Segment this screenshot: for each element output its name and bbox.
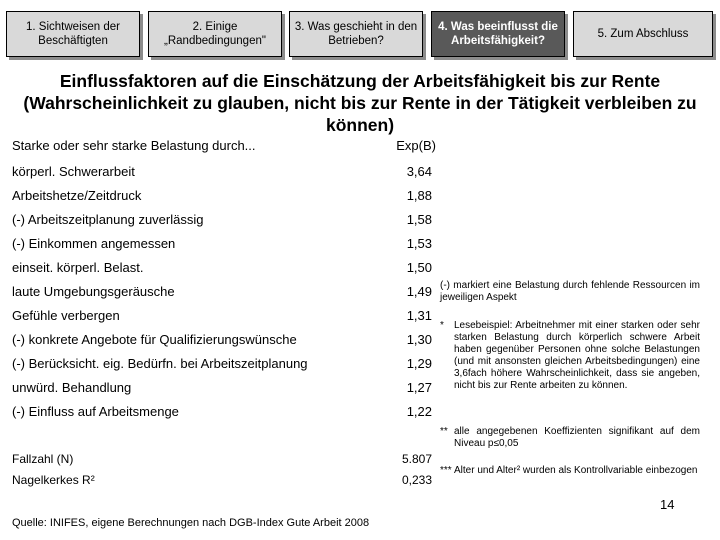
- stat-value: 5.807: [401, 452, 432, 466]
- footnote-text: (-) markiert eine Belastung durch fehlende Ressourcen im jeweiligen Aspekt: [440, 280, 700, 303]
- footnote-text: Alter und Alter² wurden als Kontrollvariable einbezogen: [454, 465, 698, 476]
- table-row: [12, 260, 442, 278]
- table-row: [12, 380, 442, 398]
- stat-row: [12, 452, 442, 470]
- table-row: [12, 404, 442, 422]
- stat-label: Fallzahl (N): [12, 452, 74, 466]
- tab-betriebe[interactable]: 3. Was geschieht in den Betrieben?: [289, 11, 423, 57]
- row-label: laute Umgebungsgeräusche: [12, 284, 175, 299]
- row-label: körperl. Schwerarbeit: [12, 164, 135, 179]
- tab-abschluss[interactable]: 5. Zum Abschluss: [573, 11, 713, 57]
- table-row: [12, 356, 442, 374]
- row-value: 1,30: [406, 332, 432, 347]
- footnote: [440, 320, 700, 392]
- row-value: 1,88: [406, 188, 432, 203]
- footnote-marker: ***: [440, 465, 452, 476]
- tab-sichtweisen[interactable]: 1. Sichtweisen der Beschäftigten: [6, 11, 140, 57]
- tab-randbedingungen[interactable]: 2. Einige „Randbedingungen": [148, 11, 282, 57]
- row-label: (-) konkrete Angebote für Qualifizierungswünsche: [12, 332, 297, 347]
- row-label: (-) Arbeitszeitplanung zuverlässig: [12, 212, 204, 227]
- stat-label: Nagelkerkes R²: [12, 473, 95, 487]
- table-row: [12, 284, 442, 302]
- row-value: 1,50: [406, 260, 432, 275]
- tab-arbeitsfaehigkeit[interactable]: 4. Was beeinflusst die Arbeitsfähigkeit?: [431, 11, 565, 57]
- row-label: Arbeitshetze/Zeitdruck: [12, 188, 142, 203]
- row-label: (-) Einfluss auf Arbeitsmenge: [12, 404, 179, 419]
- row-value: 1,29: [406, 356, 432, 371]
- row-label: (-) Einkommen angemessen: [12, 236, 176, 251]
- row-label: unwürd. Behandlung: [12, 380, 132, 395]
- table-header: [12, 138, 442, 156]
- header-label: Starke oder sehr starke Belastung durch...: [12, 138, 256, 153]
- row-value: 1,22: [406, 404, 432, 419]
- row-value: 3,64: [406, 164, 432, 179]
- footnote-text: alle angegebenen Koeffizienten signifikant auf dem Niveau p≤0,05: [454, 426, 700, 449]
- table-row: [12, 236, 442, 254]
- section-navigation: [0, 8, 720, 58]
- stat-value: 0,233: [401, 473, 432, 487]
- table-row: [12, 308, 442, 326]
- row-value: 1,27: [406, 380, 432, 395]
- footnote-marker: *: [440, 320, 444, 331]
- footnote: [440, 465, 700, 477]
- row-value: 1,53: [406, 236, 432, 251]
- table-row: [12, 332, 442, 350]
- row-label: Gefühle verbergen: [12, 308, 120, 323]
- footnote-marker: **: [440, 426, 448, 437]
- row-label: (-) Berücksicht. eig. Bedürfn. bei Arbeitszeitplanung: [12, 356, 308, 371]
- row-value: 1,58: [406, 212, 432, 227]
- row-value: 1,31: [406, 308, 432, 323]
- slide-title: Einflussfaktoren auf die Einschätzung der Arbeitsfähigkeit bis zur Rente (Wahrscheinlichkeit zu glauben, nicht bis zur Rente in der Tätigkeit verbleiben zu können): [23, 71, 697, 135]
- page-number: 14: [660, 497, 675, 512]
- source-citation: Quelle: INIFES, eigene Berechnungen nach DGB-Index Gute Arbeit 2008: [12, 517, 370, 529]
- table-row: [12, 212, 442, 230]
- stat-row: [12, 473, 442, 491]
- header-value: Exp(B): [396, 138, 436, 153]
- row-value: 1,49: [406, 284, 432, 299]
- footnote: [440, 280, 700, 304]
- table-row: [12, 164, 442, 182]
- row-label: einseit. körperl. Belast.: [12, 260, 144, 275]
- footnote-text: Lesebeispiel: Arbeitnehmer mit einer starken oder sehr starken Belastung durch körperlich schwere Arbeit haben gegenüber Personen ohne solche Belastungen (und mit ansonsten gleichen Arbeitsbedingungen) eine 3,6fach höhere Wahrscheinlichkeit, dass sie angeben, nicht bis zur Rente arbeiten zu können.: [454, 320, 700, 391]
- footnote: [440, 426, 700, 450]
- table-row: [12, 188, 442, 206]
